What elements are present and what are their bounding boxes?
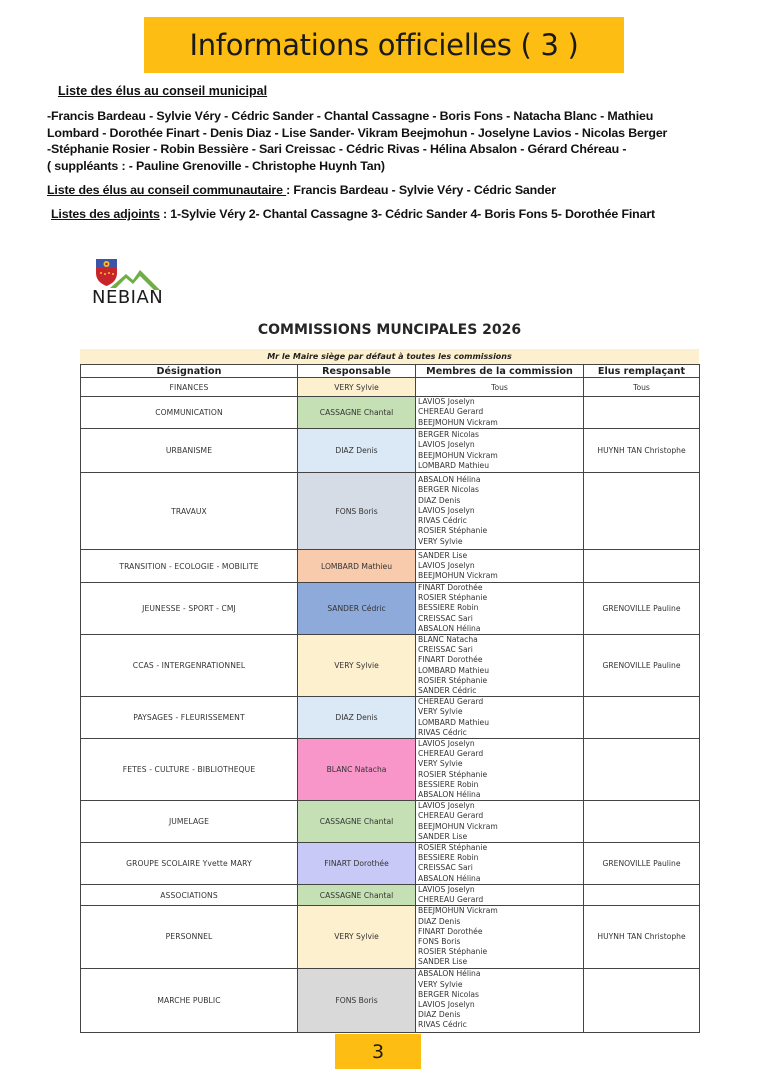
member-name: LOMBARD Mathieu <box>418 717 490 727</box>
cell-responsable: CASSAGNE Chantal <box>298 884 416 905</box>
member-name: FONS Boris <box>418 936 461 946</box>
cell-remplacant <box>584 697 700 739</box>
conseil-municipal-line: -Stéphanie Rosier - Robin Bessière - Sari Creissac - Cédric Rivas - Hélina Absalon - Gérard Chéreau - <box>47 142 627 156</box>
member-name: DIAZ Denis <box>418 495 461 505</box>
adjoints-value: : 1-Sylvie Véry 2- Chantal Cassagne 3- Cédric Sander 4- Boris Fons 5- Dorothée Finart <box>159 207 655 221</box>
member-name: FINART Dorothée <box>418 655 483 665</box>
table-header-row <box>81 365 700 378</box>
member-name: RIVAS Cédric <box>418 516 467 526</box>
cell-responsable: VERY Sylvie <box>298 635 416 697</box>
member-name: ABSALON Hélina <box>418 623 481 633</box>
table-row <box>81 801 700 843</box>
member-name: ROSIER Stéphanie <box>418 769 488 779</box>
table-row <box>81 397 700 429</box>
conseil-municipal-list <box>47 108 747 174</box>
cell-designation: GROUPE SCOLAIRE Yvette MARY <box>81 843 298 885</box>
member-name: BLANC Natacha <box>418 635 478 645</box>
member-name: BERGER Nicolas <box>418 430 479 440</box>
column-header-membres: Membres de la commission <box>416 365 584 378</box>
member-name: BESSIERE Robin <box>418 853 479 863</box>
member-name: CREISSAC Sari <box>418 613 473 623</box>
cell-remplacant: GRENOVILLE Pauline <box>584 843 700 885</box>
member-name: RIVAS Cédric <box>418 727 467 737</box>
cell-membres <box>416 906 584 968</box>
cell-designation: TRAVAUX <box>81 473 298 550</box>
member-name: ROSIER Stéphanie <box>418 843 488 853</box>
conseil-communautaire <box>47 182 747 199</box>
member-name: BEEJMOHUN Vickram <box>418 417 498 427</box>
adjoints-label: Listes des adjoints <box>51 207 160 221</box>
column-header-remplacant: Elus remplaçant <box>584 365 700 378</box>
cell-designation: JEUNESSE - SPORT - CMJ <box>81 583 298 635</box>
member-name: LAVIOS Joselyn <box>418 505 475 515</box>
cell-designation: COMMUNICATION <box>81 397 298 429</box>
table-row <box>81 429 700 473</box>
member-name: CHEREAU Gerard <box>418 749 484 759</box>
cell-designation: MARCHE PUBLIC <box>81 968 298 1032</box>
page-title: Informations officielles ( 3 ) <box>189 28 579 62</box>
cell-remplacant <box>584 968 700 1032</box>
coat-of-arms-icon <box>96 259 117 286</box>
cell-remplacant: Tous <box>584 378 700 397</box>
cell-membres <box>416 801 584 843</box>
member-name: ABSALON Hélina <box>418 873 481 883</box>
table-row <box>81 378 700 397</box>
member-name: SANDER Lise <box>418 831 468 841</box>
commissions-title: COMMISSIONS MUNCIPALES 2026 <box>257 322 522 338</box>
cell-remplacant <box>584 397 700 429</box>
cell-membres <box>416 397 584 429</box>
member-name: LOMBARD Mathieu <box>418 665 490 675</box>
member-name: LAVIOS Joselyn <box>418 739 475 749</box>
cell-responsable: FINART Dorothée <box>298 843 416 885</box>
member-name: ROSIER Stéphanie <box>418 526 488 536</box>
conseil-communautaire-value: : Francis Bardeau - Sylvie Véry - Cédric Sander <box>286 183 556 197</box>
member-name: VERY Sylvie <box>418 759 463 769</box>
member-name: DIAZ Denis <box>418 916 461 926</box>
page-title-banner <box>144 17 624 73</box>
table-row <box>81 583 700 635</box>
cell-responsable: SANDER Cédric <box>298 583 416 635</box>
member-name: CREISSAC Sari <box>418 645 473 655</box>
cell-membres <box>416 583 584 635</box>
member-name: BERGER Nicolas <box>418 485 479 495</box>
member-name: ROSIER Stéphanie <box>418 947 488 957</box>
member-name: LAVIOS Joselyn <box>418 884 475 894</box>
column-header-designation: Désignation <box>81 365 298 378</box>
member-name: SANDER Lise <box>418 550 468 560</box>
page-number <box>335 1034 421 1069</box>
member-name: VERY Sylvie <box>418 536 463 546</box>
table-row <box>81 635 700 697</box>
cell-membres <box>416 473 584 550</box>
cell-membres <box>416 843 584 885</box>
commissions-table <box>80 364 700 1033</box>
cell-responsable: CASSAGNE Chantal <box>298 801 416 843</box>
member-name: SANDER Cédric <box>418 686 477 696</box>
cell-remplacant: GRENOVILLE Pauline <box>584 583 700 635</box>
table-row <box>81 550 700 583</box>
member-name: ABSALON Hélina <box>418 790 481 800</box>
cell-remplacant: HUYNH TAN Christophe <box>584 429 700 473</box>
cell-membres <box>416 884 584 905</box>
member-name: BEEJMOHUN Vickram <box>418 821 498 831</box>
cell-designation: PERSONNEL <box>81 906 298 968</box>
cell-designation: TRANSITION - ECOLOGIE - MOBILITE <box>81 550 298 583</box>
member-name: LAVIOS Joselyn <box>418 560 475 570</box>
table-row <box>81 968 700 1032</box>
member-name: LOMBARD Mathieu <box>418 460 490 470</box>
member-name: BEEJMOHUN Vickram <box>418 906 498 916</box>
table-row <box>81 739 700 801</box>
member-name: BERGER Nicolas <box>418 989 479 999</box>
page-number-text: 3 <box>371 1040 385 1063</box>
member-name: SANDER Lise <box>418 957 468 967</box>
member-name: CHEREAU Gerard <box>418 697 484 707</box>
cell-designation: CCAS - INTERGENRATIONNEL <box>81 635 298 697</box>
member-name: BEEJMOHUN Vickram <box>418 450 498 460</box>
table-row <box>81 884 700 905</box>
adjoints <box>51 206 751 223</box>
member-name: CHEREAU Gerard <box>418 407 484 417</box>
maire-note: Mr le Maire siège par défaut à toutes les commissions <box>80 349 699 364</box>
cell-designation: URBANISME <box>81 429 298 473</box>
cell-responsable: LOMBARD Mathieu <box>298 550 416 583</box>
cell-responsable: CASSAGNE Chantal <box>298 397 416 429</box>
cell-responsable: VERY Sylvie <box>298 906 416 968</box>
cell-remplacant <box>584 550 700 583</box>
cell-designation: FETES - CULTURE - BIBLIOTHEQUE <box>81 739 298 801</box>
member-name: FINART Dorothée <box>418 926 483 936</box>
member-name: LAVIOS Joselyn <box>418 1000 475 1010</box>
cell-responsable: FONS Boris <box>298 968 416 1032</box>
cell-designation: JUMELAGE <box>81 801 298 843</box>
cell-membres <box>416 429 584 473</box>
cell-membres <box>416 550 584 583</box>
cell-remplacant: HUYNH TAN Christophe <box>584 906 700 968</box>
cell-remplacant <box>584 473 700 550</box>
member-name: BESSIERE Robin <box>418 779 479 789</box>
conseil-municipal-line: ( suppléants : - Pauline Grenoville - Christophe Huynh Tan) <box>47 158 385 173</box>
member-name: BEEJMOHUN Vickram <box>418 571 498 581</box>
member-name: LAVIOS Joselyn <box>418 397 475 407</box>
logo-text: NEBIAN <box>92 287 164 308</box>
cell-remplacant: GRENOVILLE Pauline <box>584 635 700 697</box>
member-name: ABSALON Hélina <box>418 475 481 485</box>
cell-remplacant <box>584 801 700 843</box>
cell-membres <box>416 739 584 801</box>
member-name: BESSIERE Robin <box>418 603 479 613</box>
table-row <box>81 473 700 550</box>
member-name: CHEREAU Gerard <box>418 811 484 821</box>
member-name: DIAZ Denis <box>418 1010 461 1020</box>
table-row <box>81 906 700 968</box>
cell-designation: PAYSAGES - FLEURISSEMENT <box>81 697 298 739</box>
member-name: VERY Sylvie <box>418 979 463 989</box>
member-name: ROSIER Stéphanie <box>418 675 488 685</box>
cell-responsable: VERY Sylvie <box>298 378 416 397</box>
member-name: ROSIER Stéphanie <box>418 593 488 603</box>
cell-designation: FINANCES <box>81 378 298 397</box>
cell-responsable: DIAZ Denis <box>298 429 416 473</box>
member-name: CHEREAU Gerard <box>418 895 484 905</box>
cell-responsable: DIAZ Denis <box>298 697 416 739</box>
member-name: Tous <box>491 382 508 392</box>
cell-remplacant <box>584 884 700 905</box>
cell-membres <box>416 378 584 397</box>
member-name: CREISSAC Sari <box>418 863 473 873</box>
member-name: ABSALON Hélina <box>418 969 481 979</box>
cell-membres <box>416 635 584 697</box>
member-name: FINART Dorothée <box>418 583 483 592</box>
cell-responsable: FONS Boris <box>298 473 416 550</box>
cell-responsable: BLANC Natacha <box>298 739 416 801</box>
column-header-responsable: Responsable <box>298 365 416 378</box>
cell-membres <box>416 968 584 1032</box>
cell-membres <box>416 697 584 739</box>
conseil-municipal-heading: Liste des élus au conseil municipal <box>58 84 268 98</box>
cell-designation: ASSOCIATIONS <box>81 884 298 905</box>
member-name: LAVIOS Joselyn <box>418 801 475 811</box>
table-row <box>81 697 700 739</box>
conseil-municipal-line: -Francis Bardeau - Sylvie Véry - Cédric Sander - Chantal Cassagne - Boris Fons - Natacha Blanc - Mathieu <box>47 109 654 123</box>
member-name: RIVAS Cédric <box>418 1020 467 1030</box>
conseil-communautaire-label: Liste des élus au conseil communautaire <box>47 183 287 197</box>
cell-remplacant <box>584 739 700 801</box>
conseil-municipal-line: Lombard - Dorothée Finart - Denis Diaz - Lise Sander- Vikram Beejmohun - Joselyne Lavios - Nicolas Berger <box>47 125 668 140</box>
member-name: LAVIOS Joselyn <box>418 440 475 450</box>
member-name: VERY Sylvie <box>418 707 463 717</box>
table-row <box>81 843 700 885</box>
